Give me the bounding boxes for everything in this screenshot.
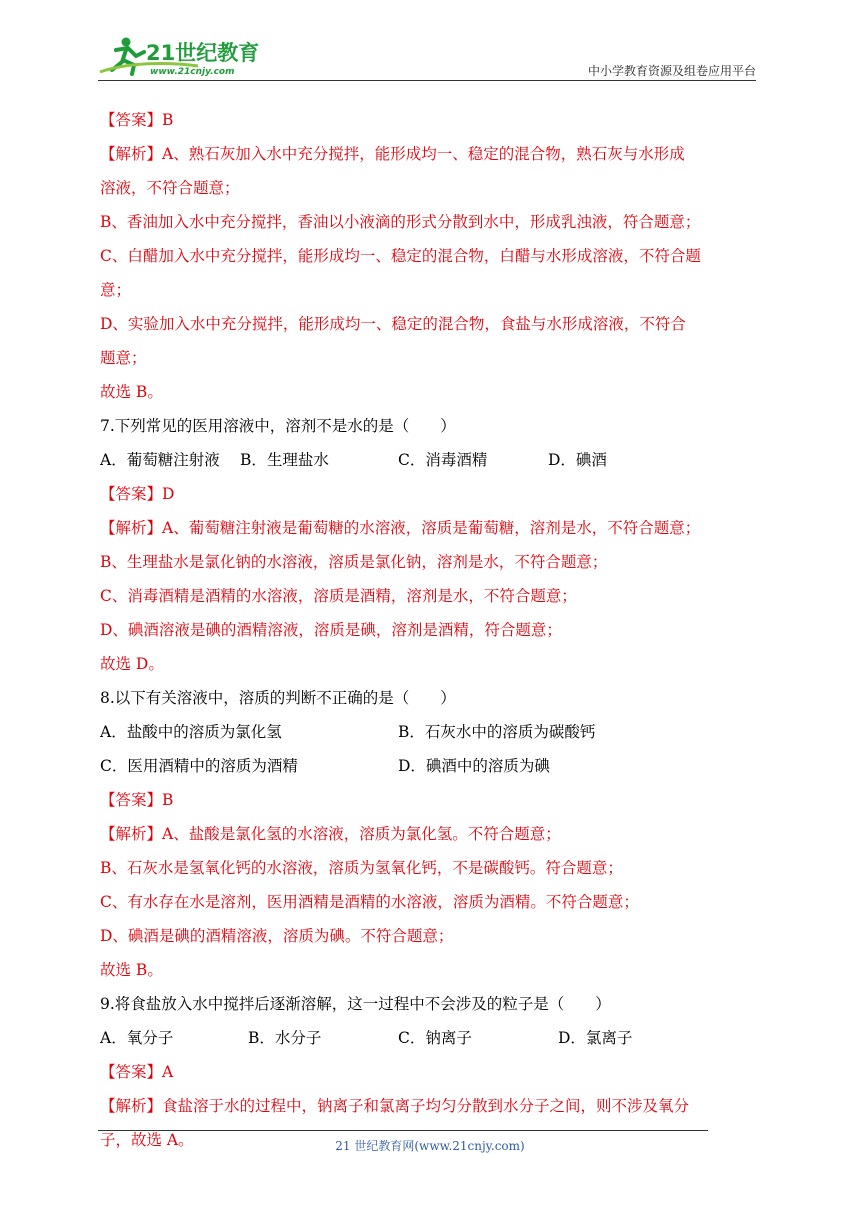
q7-option-d: D．碘酒 xyxy=(548,451,607,469)
answer-value: B xyxy=(162,111,174,129)
answer-tag: 【答案】 xyxy=(100,1063,163,1081)
answer-tag: 【答案】 xyxy=(100,485,163,503)
footer-divider xyxy=(98,1130,708,1131)
q8-analysis-line: C、有水存在水是溶剂，医用酒精是酒精的水溶液，溶质为酒精。不符合题意； xyxy=(100,893,639,911)
answer-tag: 【答案】 xyxy=(100,111,163,129)
q7-stem: 7.下列常见的医用溶液中，溶剂不是水的是（ ） xyxy=(100,417,456,435)
q8-conclusion: 故选 B。 xyxy=(100,961,163,979)
q6-analysis-line: B、香油加入水中充分搅拌，香油以小液滴的形式分散到水中，形成乳浊液，符合题意； xyxy=(100,213,701,231)
q6-analysis-line: C、白醋加入水中充分搅拌，能形成均一、稳定的混合物，白醋与水形成溶液，不符合题 xyxy=(100,247,701,265)
q9-analysis-line: 【解析】食盐溶于水的过程中，钠离子和氯离子均匀分散到水分子之间，则不涉及氧分 xyxy=(100,1097,690,1115)
q8-analysis-line: B、石灰水是氢氧化钙的水溶液，溶质为氢氧化钙，不是碳酸钙。符合题意； xyxy=(100,859,623,877)
q8-analysis-line: 【解析】A、盐酸是氯化氢的水溶液，溶质为氯化氢。不符合题意； xyxy=(100,825,561,843)
q8-analysis-line: D、碘酒是碘的酒精溶液，溶质为碘。不符合题意； xyxy=(100,927,454,945)
analysis-tag: 【解析】 xyxy=(100,145,163,163)
q8-options-row2 xyxy=(100,749,764,783)
svg-text:21世纪教育: 21世纪教育 xyxy=(146,41,260,65)
answer-value: A xyxy=(162,1063,174,1081)
q6-answer xyxy=(100,103,764,137)
q9-options xyxy=(100,1021,764,1055)
q8-stem: 8.以下有关溶液中，溶质的判断不正确的是（ ） xyxy=(100,689,456,707)
q9-analysis-line: 子，故选 A。 xyxy=(100,1131,194,1149)
q9-option-c: C．钠离子 xyxy=(398,1029,472,1047)
q7-answer xyxy=(100,477,764,511)
q7-analysis-line: C、消毒酒精是酒精的水溶液，溶质是酒精，溶剂是水，不符合题意； xyxy=(100,587,577,605)
q6-analysis-line: 【解析】A、熟石灰加入水中充分搅拌，能形成均一、稳定的混合物，熟石灰与水形成 xyxy=(100,145,685,163)
analysis-tag: 【解析】 xyxy=(100,1097,163,1115)
q7-analysis-line: D、碘酒溶液是碘的酒精溶液，溶质是碘，溶剂是酒精，符合题意； xyxy=(100,621,562,639)
q8-option-b: B．石灰水中的溶质为碳酸钙 xyxy=(398,723,596,741)
q9-option-a: A．氧分子 xyxy=(100,1029,174,1047)
q8-option-a: A．盐酸中的溶质为氯化氢 xyxy=(100,723,282,741)
q7-options xyxy=(100,443,764,477)
answer-tag: 【答案】 xyxy=(100,791,163,809)
q9-stem: 9.将食盐放入水中搅拌后逐渐溶解，这一过程中不会涉及的粒子是（ ） xyxy=(100,995,611,1013)
q6-analysis-line: 题意； xyxy=(100,349,147,367)
q7-option-a: A．葡萄糖注射液 xyxy=(100,451,220,469)
footer-link[interactable]: 21 世纪教育网(www.21cnjy.com) xyxy=(335,1139,525,1153)
analysis-tag: 【解析】 xyxy=(100,519,163,537)
q7-option-b: B．生理盐水 xyxy=(240,451,329,469)
q6-analysis-line: 溶液，不符合题意； xyxy=(100,179,240,197)
logo-21cnjy-icon xyxy=(98,32,268,78)
document-body xyxy=(100,103,764,1157)
answer-value: D xyxy=(162,485,175,503)
q7-option-c: C．消毒酒精 xyxy=(398,451,488,469)
q9-answer xyxy=(100,1055,764,1089)
answer-value: B xyxy=(162,791,174,809)
platform-name: 中小学教育资源及组卷应用平台 xyxy=(587,64,756,78)
q9-option-d: D．氯离子 xyxy=(558,1029,633,1047)
svg-text:www.21cnjy.com: www.21cnjy.com xyxy=(150,67,235,77)
q7-conclusion: 故选 D。 xyxy=(100,655,164,673)
q9-option-b: B．水分子 xyxy=(248,1029,322,1047)
q6-analysis-line: 意； xyxy=(100,281,132,299)
page-header xyxy=(98,32,756,80)
header-divider xyxy=(98,80,756,81)
analysis-tag: 【解析】 xyxy=(100,825,163,843)
q7-analysis-line: B、生理盐水是氯化钠的水溶液，溶质是氯化钠，溶剂是水，不符合题意； xyxy=(100,553,608,571)
q7-analysis-line: 【解析】A、葡萄糖注射液是葡萄糖的水溶液，溶质是葡萄糖，溶剂是水，不符合题意； xyxy=(100,519,701,537)
q8-answer xyxy=(100,783,764,817)
q6-conclusion: 故选 B。 xyxy=(100,383,163,401)
q8-options-row1 xyxy=(100,715,764,749)
q6-analysis-line: D、实验加入水中充分搅拌，能形成均一、稳定的混合物，食盐与水形成溶液，不符合 xyxy=(100,315,686,333)
q8-option-d: D．碘酒中的溶质为碘 xyxy=(398,757,550,775)
q8-option-c: C．医用酒精中的溶质为酒精 xyxy=(100,757,298,775)
